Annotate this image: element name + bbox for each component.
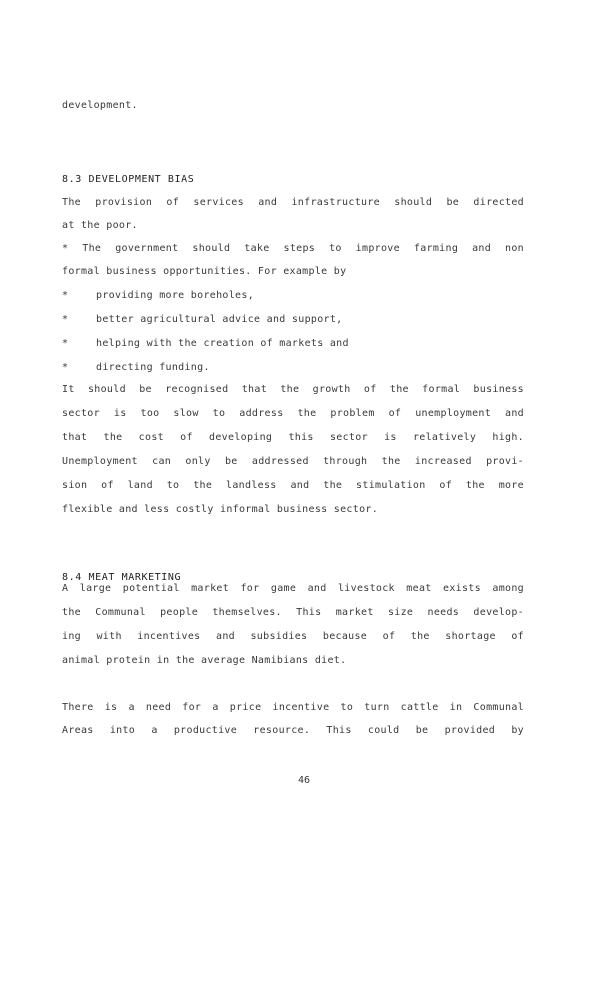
paragraph-line: There is a need for a price incentive to turn cattle in Communal [62,702,524,713]
paragraph-line: The provision of services and infrastructure should be directed [62,197,524,208]
section-heading-8-4: 8.4 MEAT MARKETING [62,572,182,583]
paragraph-line: * The government should take steps to improve farming and non [62,243,524,254]
paragraph-line: It should be recognised that the growth of the formal business [62,384,524,395]
bullet-marker: * [62,314,69,325]
bullet-item: directing funding. [96,362,210,373]
bullet-item: providing more boreholes, [96,290,255,301]
paragraph-line: A large potential market for game and livestock meat exists among [62,583,524,594]
paragraph-line: flexible and less costly informal business sector. [62,504,379,515]
paragraph-line: ing with incentives and subsidies because of the shortage of [62,631,524,642]
paragraph-line: animal protein in the average Namibians diet. [62,655,347,666]
paragraph-line: Unemployment can only be addressed through the increased provi- [62,456,524,467]
paragraph-line: that the cost of developing this sector is relatively high. [62,432,524,443]
page-number: 46 [297,775,311,786]
bullet-marker: * [62,290,69,301]
bullet-marker: * [62,338,69,349]
bullet-item: helping with the creation of markets and [96,338,349,349]
bullet-marker: * [62,362,69,373]
paragraph-line: sector is too slow to address the problem of unemployment and [62,408,524,419]
paragraph-line: Areas into a productive resource. This could be provided by [62,725,524,736]
paragraph-line: at the poor. [62,220,138,231]
paragraph-line: sion of land to the landless and the stimulation of the more [62,480,524,491]
bullet-item: better agricultural advice and support, [96,314,343,325]
paragraph-line: the Communal people themselves. This market size needs develop- [62,607,524,618]
section-heading-8-3: 8.3 DEVELOPMENT BIAS [62,174,195,185]
carryover-text: development. [62,100,138,111]
paragraph-line: formal business opportunities. For example by [62,266,347,277]
